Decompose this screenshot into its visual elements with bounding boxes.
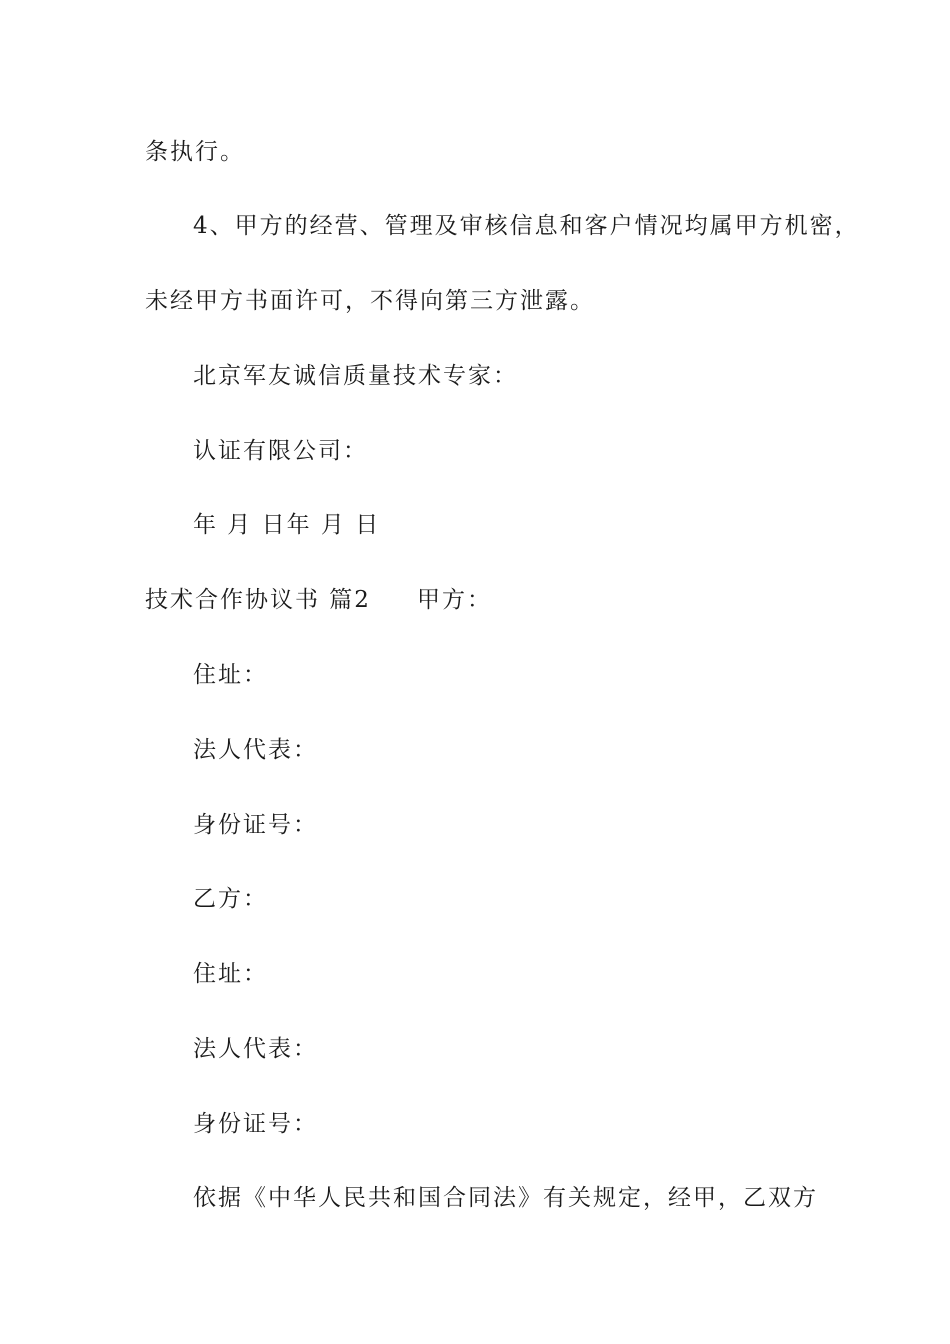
field-label: 法人代表： — [193, 737, 318, 763]
paragraph-line: 依据《中华人民共和国合同法》有关规定，经甲，乙双方 — [193, 1185, 818, 1211]
paragraph-line: 未经甲方书面许可，不得向第三方泄露。 — [145, 288, 595, 314]
date-line: 年 月 日年 月 日 — [193, 512, 381, 538]
signature-company-line: 认证有限公司： — [193, 438, 368, 464]
field-label: 身份证号： — [193, 812, 318, 838]
paragraph-line: 条执行。 — [145, 139, 245, 165]
field-label: 住址： — [193, 662, 268, 688]
party-a-label: 甲方： — [416, 587, 492, 613]
field-label: 住址： — [193, 961, 268, 987]
section-heading-line — [145, 585, 492, 615]
signature-company-line: 北京军友诚信质量技术专家： — [193, 363, 518, 389]
section-heading: 技术合作协议书 篇2 — [145, 587, 371, 613]
paragraph-line: 4、甲方的经营、管理及审核信息和客户情况均属甲方机密， — [193, 213, 860, 239]
party-b-label: 乙方： — [193, 886, 268, 912]
field-label: 身份证号： — [193, 1111, 318, 1137]
field-label: 法人代表： — [193, 1036, 318, 1062]
